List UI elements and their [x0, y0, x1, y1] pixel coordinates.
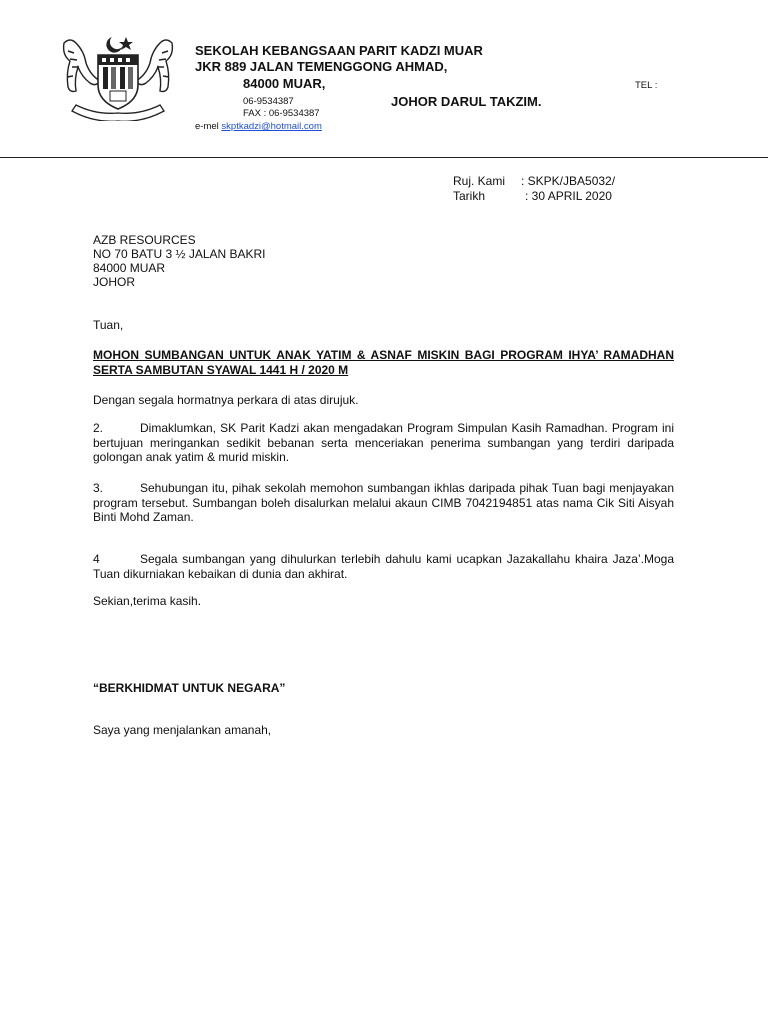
- closing-line: Sekian,terima kasih.: [93, 594, 202, 608]
- ruj-value: : SKPK/JBA5032/: [521, 174, 616, 188]
- fax-number: FAX : 06-9534387: [243, 108, 320, 119]
- recipient-line: NO 70 BATU 3 ½ JALAN BAKRI: [93, 247, 266, 261]
- paragraph-text: Sehubungan itu, pihak sekolah memohon sumbangan ikhlas daripada pihak Tuan bagi menjayakan program tersebut. Sumbangan boleh disalurkan melalui akaun CIMB 7042194851 atas nama Cik Siti Aisyah Binti Mohd Zaman.: [93, 481, 674, 524]
- header-divider: [0, 157, 768, 158]
- email-row: [195, 121, 322, 132]
- opening-line: Dengan segala hormatnya perkara di atas dirujuk.: [93, 393, 359, 407]
- date-value: : 30 APRIL 2020: [525, 189, 612, 203]
- state-name: JOHOR DARUL TAKZIM.: [391, 94, 542, 109]
- paragraph-text: Segala sumbangan yang dihulurkan terlebih dahulu kami ucapkan Jazakallahu khaira Jaza’.Moga Tuan dikurniakan kebaikan di dunia dan akhirat.: [93, 552, 674, 581]
- tel-number: 06-9534387: [243, 96, 294, 107]
- motto: “BERKHIDMAT UNTUK NEGARA”: [93, 681, 286, 695]
- salutation: Tuan,: [93, 318, 124, 332]
- recipient-line: AZB RESOURCES: [93, 233, 196, 247]
- paragraph-number: 2.: [93, 421, 104, 435]
- ruj-label: Ruj. Kami: [453, 174, 506, 188]
- paragraph-4: [93, 552, 674, 581]
- school-name: SEKOLAH KEBANGSAAN PARIT KADZI MUAR: [195, 43, 483, 58]
- email-link[interactable]: skptkadzi@hotmail.com: [221, 121, 322, 132]
- paragraph-text: Dimaklumkan, SK Parit Kadzi akan mengadakan Program Simpulan Kasih Ramadhan. Program ini bertujuan meringankan sedikit bebanan serta menceriakan penerima sumbangan yang terdiri daripada golongan anak yatim & murid miskin.: [93, 421, 674, 464]
- paragraph-2: [93, 421, 674, 465]
- letter-subject: MOHON SUMBANGAN UNTUK ANAK YATIM & ASNAF MISKIN BAGI PROGRAM IHYA’ RAMADHAN SERTA SAMBUTAN SYAWAL 1441 H / 2020 M: [93, 348, 674, 377]
- date-label: Tarikh: [453, 189, 486, 203]
- paragraph-number: 4: [93, 552, 100, 566]
- email-label: e-mel: [195, 121, 219, 132]
- address-line-1: JKR 889 JALAN TEMENGGONG AHMAD,: [195, 59, 448, 74]
- signoff: Saya yang menjalankan amanah,: [93, 723, 272, 737]
- address-line-2: 84000 MUAR,: [243, 76, 326, 91]
- paragraph-3: [93, 481, 674, 525]
- recipient-line: JOHOR: [93, 275, 135, 289]
- recipient-line: 84000 MUAR: [93, 261, 166, 275]
- coat-of-arms-icon: [58, 33, 178, 121]
- tel-label: TEL :: [635, 80, 658, 91]
- paragraph-number: 3.: [93, 481, 104, 495]
